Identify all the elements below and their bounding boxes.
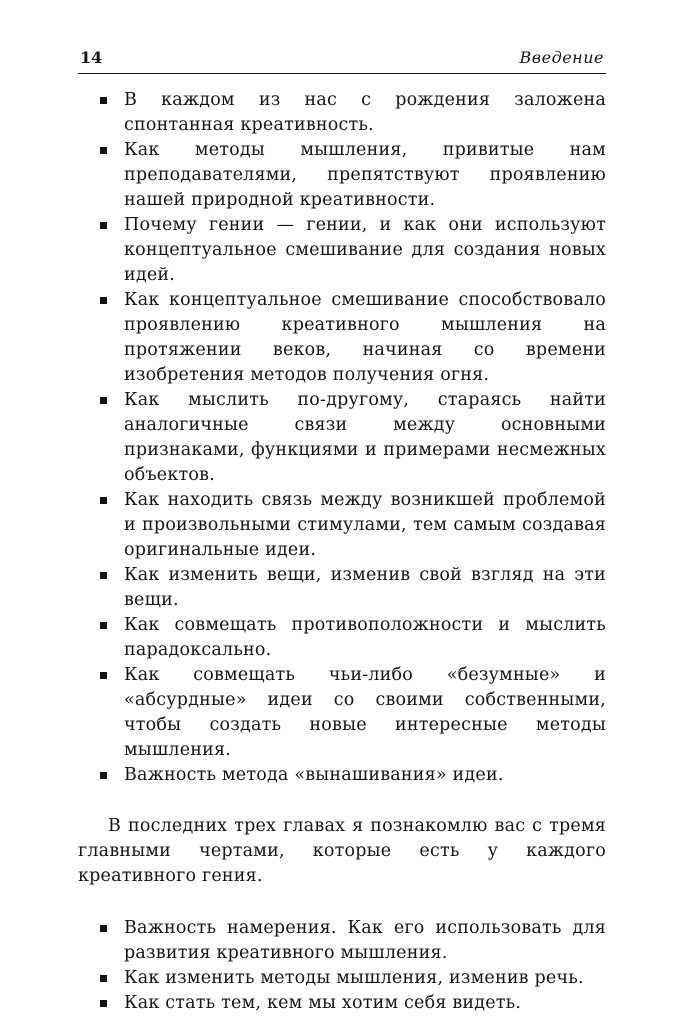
square-bullet-icon — [100, 925, 107, 932]
list-item — [100, 991, 606, 1016]
square-bullet-icon — [100, 1000, 107, 1007]
list-item — [100, 916, 606, 966]
page-content — [78, 48, 606, 1016]
square-bullet-icon — [100, 222, 107, 229]
list-item-text: В каждом из нас с рождения заложена спонтанная креативность. — [124, 90, 606, 135]
list-item — [100, 563, 606, 613]
list-item — [100, 88, 606, 138]
list-item-text: Важность метода «вынашивания» идеи. — [124, 765, 504, 785]
square-bullet-icon — [100, 622, 107, 629]
square-bullet-icon — [100, 397, 107, 404]
square-bullet-icon — [100, 975, 107, 982]
square-bullet-icon — [100, 497, 107, 504]
list-item — [100, 138, 606, 213]
square-bullet-icon — [100, 147, 107, 154]
list-item — [100, 288, 606, 388]
list-item-text: Важность намерения. Как его использовать для развития креативного мышления. — [124, 918, 606, 963]
page-number: 14 — [80, 48, 103, 67]
bullet-list-main — [78, 88, 606, 788]
running-head — [78, 48, 606, 73]
list-item — [100, 388, 606, 488]
list-item-text: Как совмещать чьи-либо «безумные» и «абсурдные» идеи со своими собственными, чтобы создать новые интересные методы мышления. — [124, 665, 606, 760]
list-item — [100, 663, 606, 763]
running-title: Введение — [519, 48, 604, 67]
list-item — [100, 213, 606, 288]
square-bullet-icon — [100, 297, 107, 304]
list-item-text: Как совмещать противоположности и мыслить парадоксально. — [124, 615, 606, 660]
bullet-list-secondary — [78, 916, 606, 1016]
square-bullet-icon — [100, 97, 107, 104]
header-rule — [78, 73, 606, 74]
list-item-text: Почему гении — гении, и как они используют концептуальное смешивание для создания новых идей. — [124, 215, 606, 285]
square-bullet-icon — [100, 572, 107, 579]
list-item-text: Как методы мышления, привитые нам преподавателями, препятствуют проявлению нашей природной креативности. — [124, 140, 606, 210]
list-item-text: Как стать тем, кем мы хотим себя видеть. — [124, 993, 522, 1013]
list-item-text: Как находить связь между возникшей проблемой и произвольными стимулами, тем самым создавая оригинальные идеи. — [124, 490, 606, 560]
list-item-text: Как мыслить по-другому, стараясь найти аналогичные связи между основными признаками, функциями и примерами несмежных объектов. — [124, 390, 606, 485]
square-bullet-icon — [100, 672, 107, 679]
list-item — [100, 763, 606, 788]
square-bullet-icon — [100, 772, 107, 779]
list-item-text: Как концептуальное смешивание способствовало проявлению креативного мышления на протяжении веков, начиная со времени изобретения методов получения огня. — [124, 290, 606, 385]
list-item — [100, 488, 606, 563]
list-item-text: Как изменить методы мышления, изменив речь. — [124, 968, 584, 988]
list-item — [100, 613, 606, 663]
list-item — [100, 966, 606, 991]
body-paragraph: В последних трех главах я познакомлю вас с тремя главными чертами, которые есть у каждого креативного гения. — [78, 816, 606, 886]
list-item-text: Как изменить вещи, изменив свой взгляд на эти вещи. — [124, 565, 606, 610]
